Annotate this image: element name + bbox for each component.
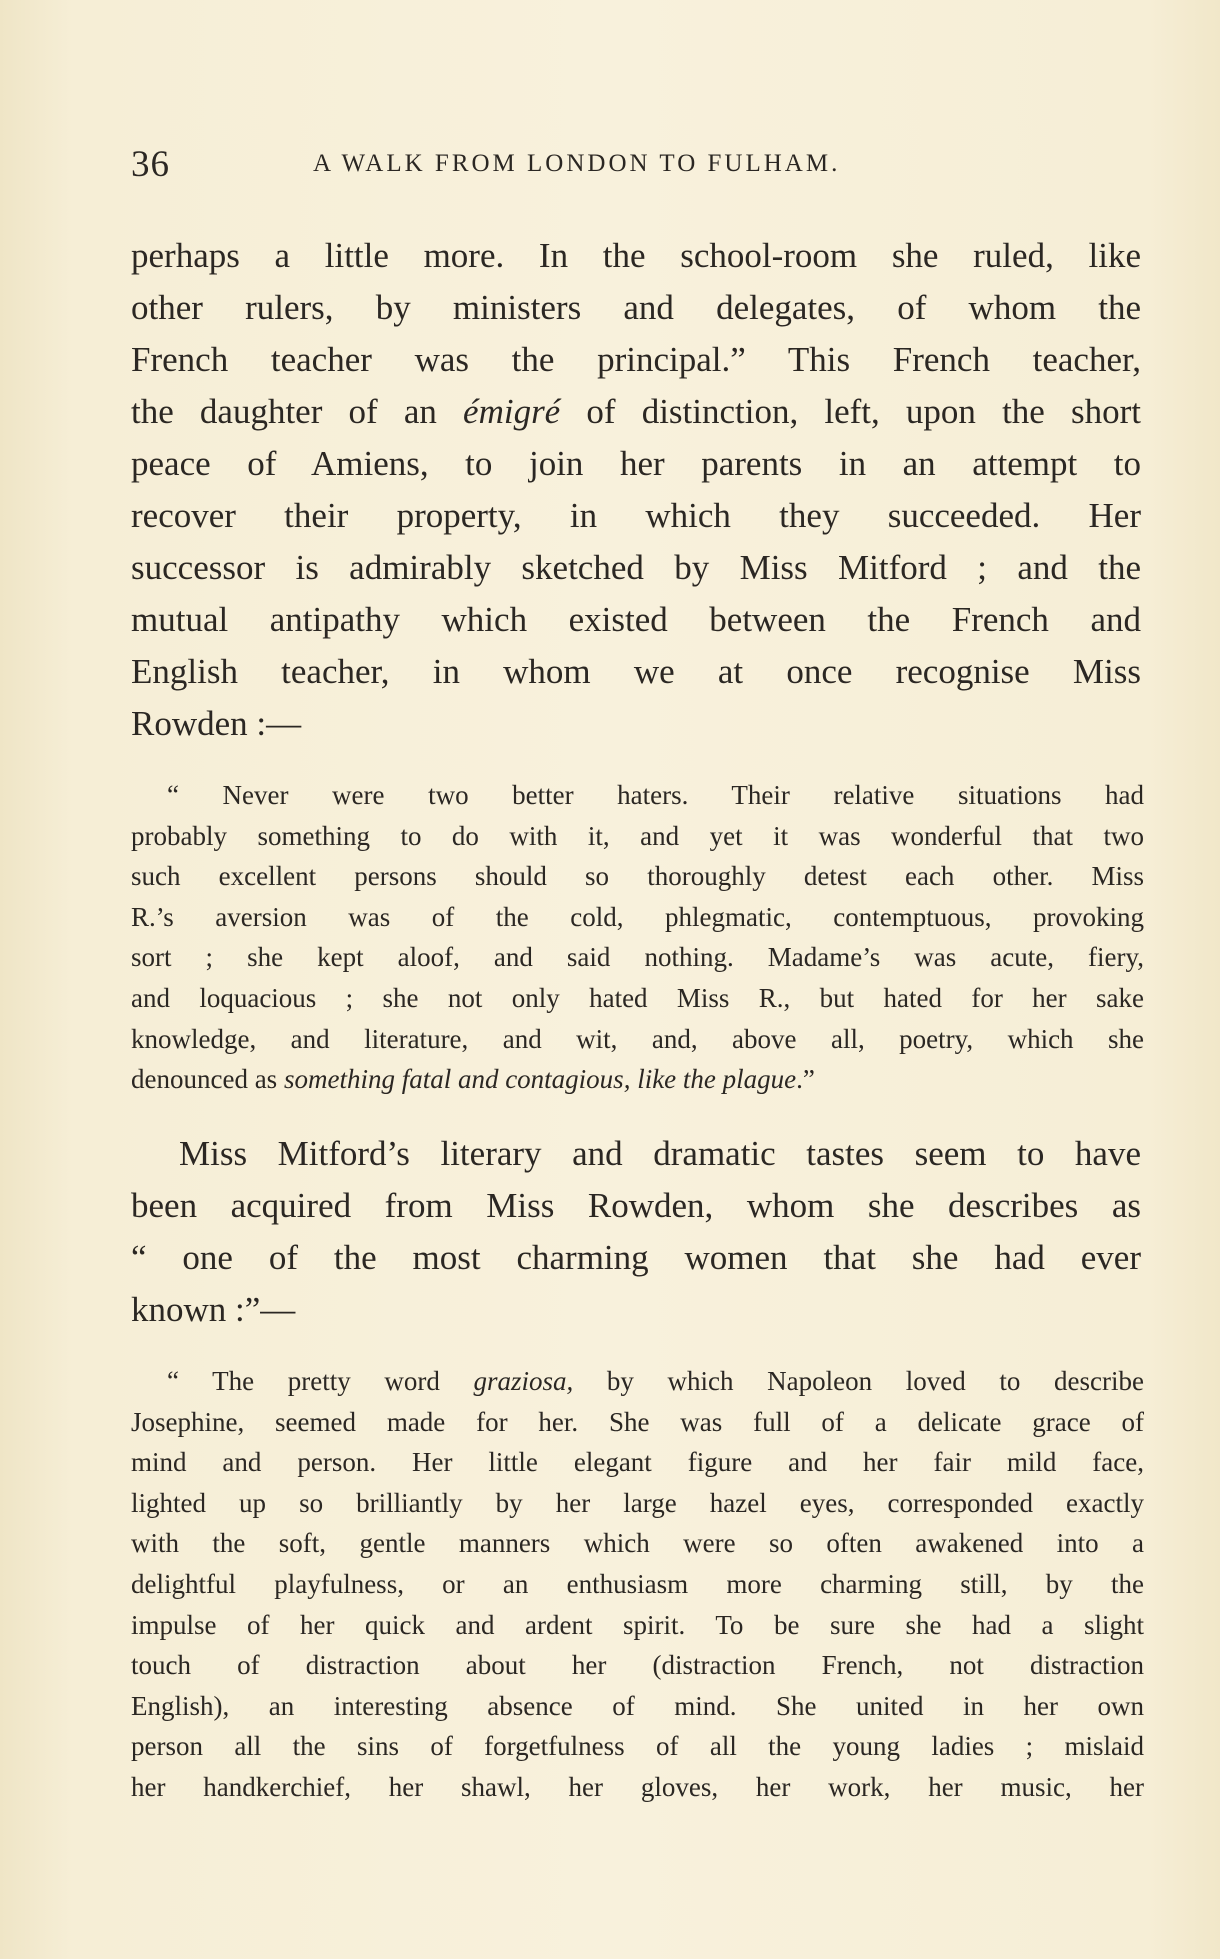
quote-line: delightful playfulness, or an enthusiasm more charming still, by the (131, 1568, 1144, 1599)
text-line: English teacher, in whom we at once recognise Miss (131, 652, 1141, 691)
quote-line: knowledge, and literature, and wit, and, above all, poetry, which she (131, 1023, 1144, 1054)
text-line: Miss Mitford’s literary and dramatic tastes seem to have (179, 1134, 1141, 1173)
quote-line: “ Never were two better haters. Their relative situations had (167, 780, 1144, 810)
page-header (131, 143, 1151, 193)
text-segment: denounced as (131, 1064, 278, 1095)
text-line-with-italic (131, 386, 1141, 438)
quote-line: person all the sins of forgetfulness of all the young ladies ; mislaid (131, 1731, 1144, 1762)
page-number: 36 (131, 144, 170, 185)
quote-line: probably something to do with it, and yet it was wonderful that two (131, 820, 1144, 851)
italic-word: graziosa, (473, 1366, 574, 1396)
text-line: “ one of the most charming women that she had ever (131, 1238, 1141, 1277)
text-line: French teacher was the principal.” This French teacher, (131, 340, 1141, 379)
quote-line: mind and person. Her little elegant figure and her fair mild face, (131, 1447, 1144, 1478)
text-segment: the daughter of an (131, 392, 437, 431)
quote-line: R.’s aversion was of the cold, phlegmatic, contemptuous, provoking (131, 901, 1144, 932)
text-line: peace of Amiens, to join her parents in an attempt to (131, 444, 1141, 483)
text-line: successor is admirably sketched by Miss Mitford ; and the (131, 548, 1141, 587)
italic-word: émigré (463, 392, 561, 431)
quote-line: impulse of her quick and ardent spirit. To be sure she had a slight (131, 1609, 1144, 1640)
text-line: perhaps a little more. In the school-room she ruled, like (131, 236, 1141, 275)
text-line: mutual antipathy which existed between the French and (131, 600, 1141, 639)
block-quote-1 (131, 775, 1144, 1100)
quote-line: such excellent persons should so thoroughly detest each other. Miss (131, 861, 1144, 892)
text-line: Rowden :— (131, 704, 302, 743)
text-segment: of distinction, left, upon the short (586, 392, 1141, 431)
quote-line: sort ; she kept aloof, and said nothing. Madame’s was acute, fiery, (131, 942, 1144, 973)
quote-line: her handkerchief, her shawl, her gloves, her work, her music, her (131, 1771, 1144, 1802)
quote-line-with-italic (131, 1361, 1144, 1402)
quote-line: and loquacious ; she not only hated Miss R., but hated for her sake (131, 982, 1144, 1013)
quote-line: Josephine, seemed made for her. She was full of a delicate grace of (131, 1406, 1144, 1437)
text-line: known :”— (131, 1290, 296, 1329)
paragraph-2 (131, 1128, 1141, 1336)
text-segment: “ The pretty word (167, 1366, 440, 1396)
text-line: recover their property, in which they succeeded. Her (131, 496, 1141, 535)
quote-line: touch of distraction about her (distraction French, not distraction (131, 1650, 1144, 1681)
italic-phrase: something fatal and contagious, like the plague (283, 1064, 797, 1095)
quote-line: lighted up so brilliantly by her large hazel eyes, corresponded exactly (131, 1487, 1144, 1518)
closing-quote: .” (796, 1064, 815, 1095)
text-line: other rulers, by ministers and delegates, of whom the (131, 288, 1141, 327)
text-segment: by which Napoleon loved to describe (606, 1366, 1144, 1396)
text-line: been acquired from Miss Rowden, whom she describes as (131, 1186, 1141, 1225)
quote-line: with the soft, gentle manners which were so often awakened into a (131, 1528, 1144, 1559)
running-title: A WALK FROM LONDON TO FULHAM. (313, 150, 841, 177)
paragraph-1 (131, 230, 1141, 750)
quote-line: English), an interesting absence of mind. She united in her own (131, 1690, 1144, 1721)
block-quote-2 (131, 1361, 1144, 1808)
quote-line-with-italic (131, 1059, 1144, 1100)
